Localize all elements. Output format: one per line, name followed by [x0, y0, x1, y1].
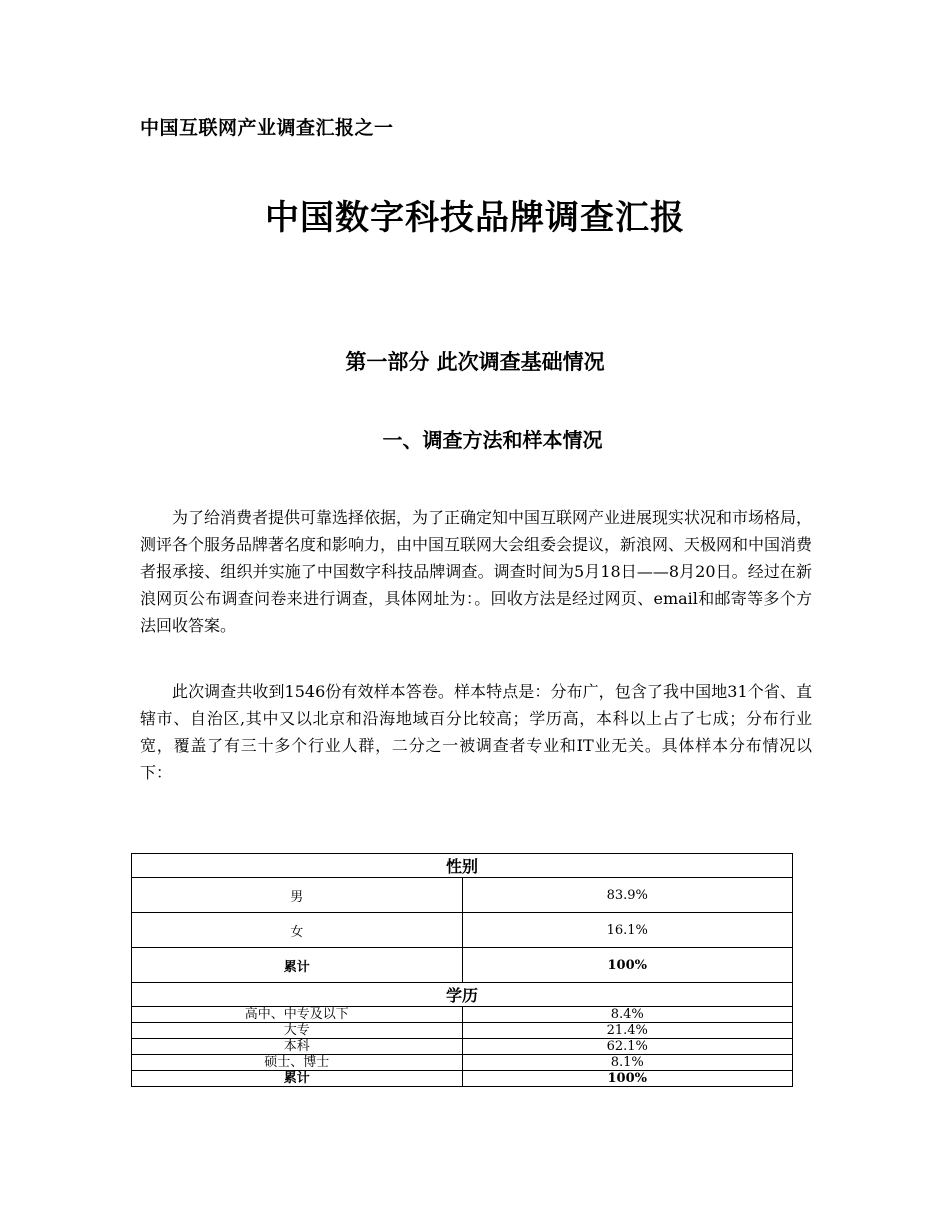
table-row	[132, 1007, 793, 1023]
education-label: 硕士、博士	[132, 1055, 463, 1071]
education-value: 8.4%	[462, 1007, 793, 1023]
education-total-label: 累计	[132, 1071, 463, 1087]
education-label: 高中、中专及以下	[132, 1007, 463, 1023]
gender-total-label: 累计	[132, 948, 463, 983]
table-row	[132, 878, 793, 913]
gender-label: 男	[132, 878, 463, 913]
education-value: 21.4%	[462, 1023, 793, 1039]
section-heading: 一、调查方法和样本情况	[382, 428, 603, 452]
education-header: 学历	[132, 983, 793, 1007]
sample-distribution-table	[131, 853, 793, 1087]
table-row	[132, 1023, 793, 1039]
gender-value: 83.9%	[462, 878, 793, 913]
table-row	[132, 913, 793, 948]
education-label: 大专	[132, 1023, 463, 1039]
table-row	[132, 948, 793, 983]
part-heading: 第一部分 此次调查基础情况	[345, 350, 605, 374]
education-value: 62.1%	[462, 1039, 793, 1055]
table-row	[132, 1055, 793, 1071]
table-row	[132, 1071, 793, 1087]
education-total-value: 100%	[462, 1071, 793, 1087]
report-title: 中国数字科技品牌调查汇报	[265, 198, 685, 238]
report-series-subtitle: 中国互联网产业调查汇报之一	[140, 117, 394, 139]
gender-total-value: 100%	[462, 948, 793, 983]
gender-value: 16.1%	[462, 913, 793, 948]
sample-paragraph: 此次调查共收到1546份有效样本答卷。样本特点是：分布广，包含了我中国地31个省、直辖市、自治区,其中又以北京和沿海地域百分比较高；学历高，本科以上占了七成；分布行业宽，覆盖了有三十多个行业人群，二分之一被调查者专业和IT业无关。具体样本分布情况以下：	[140, 682, 812, 782]
gender-header: 性别	[132, 854, 793, 878]
table-row	[132, 1039, 793, 1055]
intro-paragraph: 为了给消费者提供可靠选择依据，为了正确定知中国互联网产业进展现实状况和市场格局，测评各个服务品牌著名度和影响力，由中国互联网大会组委会提议，新浪网、天极网和中国消费者报承接、组织并实施了中国数字科技品牌调查。调查时间为5月18日——8月20日。经过在新浪网页公布调查问卷来进行调查，具体网址为：。回收方法是经过网页、email和邮寄等多个方法回收答案。	[140, 508, 813, 635]
education-label: 本科	[132, 1039, 463, 1055]
education-value: 8.1%	[462, 1055, 793, 1071]
gender-label: 女	[132, 913, 463, 948]
